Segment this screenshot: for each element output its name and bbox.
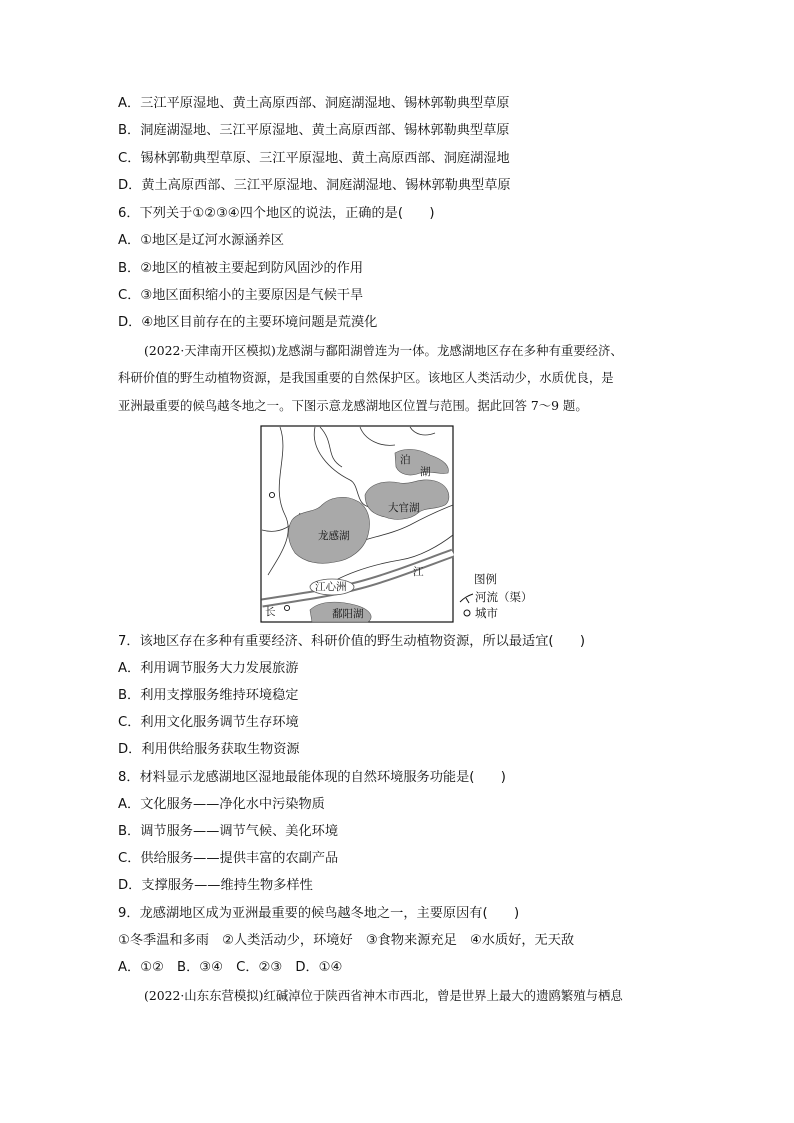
q8-option-b: B．调节服务——调节气候、美化环境 (118, 824, 339, 839)
map-label-island: 江心洲 (315, 581, 347, 593)
passage-line: 亚洲最重要的候鸟越冬地之一。下图示意龙感湖地区位置与范围。据此回答 7～9 题。 (118, 398, 588, 413)
passage-line: (2022·山东东营模拟)红碱淖位于陕西省神木市西北，曾是世界上最大的遗鸥繁殖与栖息 (144, 988, 623, 1003)
q6-option-b: B．②地区的植被主要起到防风固沙的作用 (118, 261, 364, 276)
q6-option-a: A．①地区是辽河水源涵养区 (118, 233, 284, 248)
q7-option-a: A．利用调节服务大力发展旅游 (118, 661, 299, 676)
legend-river: 河流（渠） (475, 590, 533, 604)
legend-city: 城市 (475, 606, 498, 620)
q5-option-a: A．三江平原湿地、黄土高原西部、洞庭湖湿地、锡林郭勒典型草原 (118, 96, 510, 111)
map-label-poyang: 鄱阳湖 (332, 608, 364, 620)
passage-line: (2022·天津南开区模拟)龙感湖与鄱阳湖曾连为一体。龙感湖地区存在多种有重要经济、 (144, 343, 623, 358)
city-legend-icon (462, 608, 472, 618)
q8-option-a: A．文化服务——净化水中污染物质 (118, 797, 325, 812)
q9-answers: A．①② B．③④ C．②③ D．①④ (118, 960, 343, 975)
q6-option-d: D．④地区目前存在的主要环境问题是荒漠化 (118, 315, 378, 330)
map-label-hu: 湖 (420, 466, 431, 478)
q7-option-d: D．利用供给服务获取生物资源 (118, 742, 300, 757)
q9-options: ①冬季温和多雨 ②人类活动少，环境好 ③食物来源充足 ④水质好，无天敌 (118, 933, 575, 948)
q9-stem: 9．龙感湖地区成为亚洲最重要的候鸟越冬地之一，主要原因有( ) (118, 906, 520, 921)
q6-stem: 6．下列关于①②③④四个地区的说法，正确的是( ) (118, 206, 435, 221)
q5-option-b: B．洞庭湖湿地、三江平原湿地、黄土高原西部、锡林郭勒典型草原 (118, 123, 510, 138)
q8-option-d: D．支撑服务——维持生物多样性 (118, 878, 313, 893)
map-label-chang: 长 (265, 606, 276, 618)
q5-option-d: D．黄土高原西部、三江平原湿地、洞庭湖湿地、锡林郭勒典型草原 (118, 178, 511, 193)
q7-option-c: C．利用文化服务调节生存环境 (118, 715, 299, 730)
q7-stem: 7．该地区存在多种有重要经济、科研价值的野生动植物资源，所以最适宜( ) (118, 634, 586, 649)
longgan-lake-map (260, 425, 454, 623)
q8-option-c: C．供给服务——提供丰富的农副产品 (118, 851, 339, 866)
river-legend-icon (459, 592, 475, 604)
q7-option-b: B．利用支撑服务维持环境稳定 (118, 688, 299, 703)
map-label-longgan: 龙感湖 (318, 530, 350, 542)
q8-stem: 8．材料显示龙感湖地区湿地最能体现的自然环境服务功能是( ) (118, 770, 506, 785)
map-label-jiang: 江 (413, 566, 424, 578)
q6-option-c: C．③地区面积缩小的主要原因是气候干旱 (118, 288, 364, 303)
legend-title: 图例 (474, 572, 497, 586)
q5-option-c: C．锡林郭勒典型草原、三江平原湿地、黄土高原西部、洞庭湖湿地 (118, 151, 510, 166)
map-label-daguan: 大官湖 (388, 502, 420, 514)
passage-line: 科研价值的野生动植物资源，是我国重要的自然保护区。该地区人类活动少，水质优良，是 (118, 370, 614, 385)
map-label-po: 泊 (400, 454, 411, 466)
